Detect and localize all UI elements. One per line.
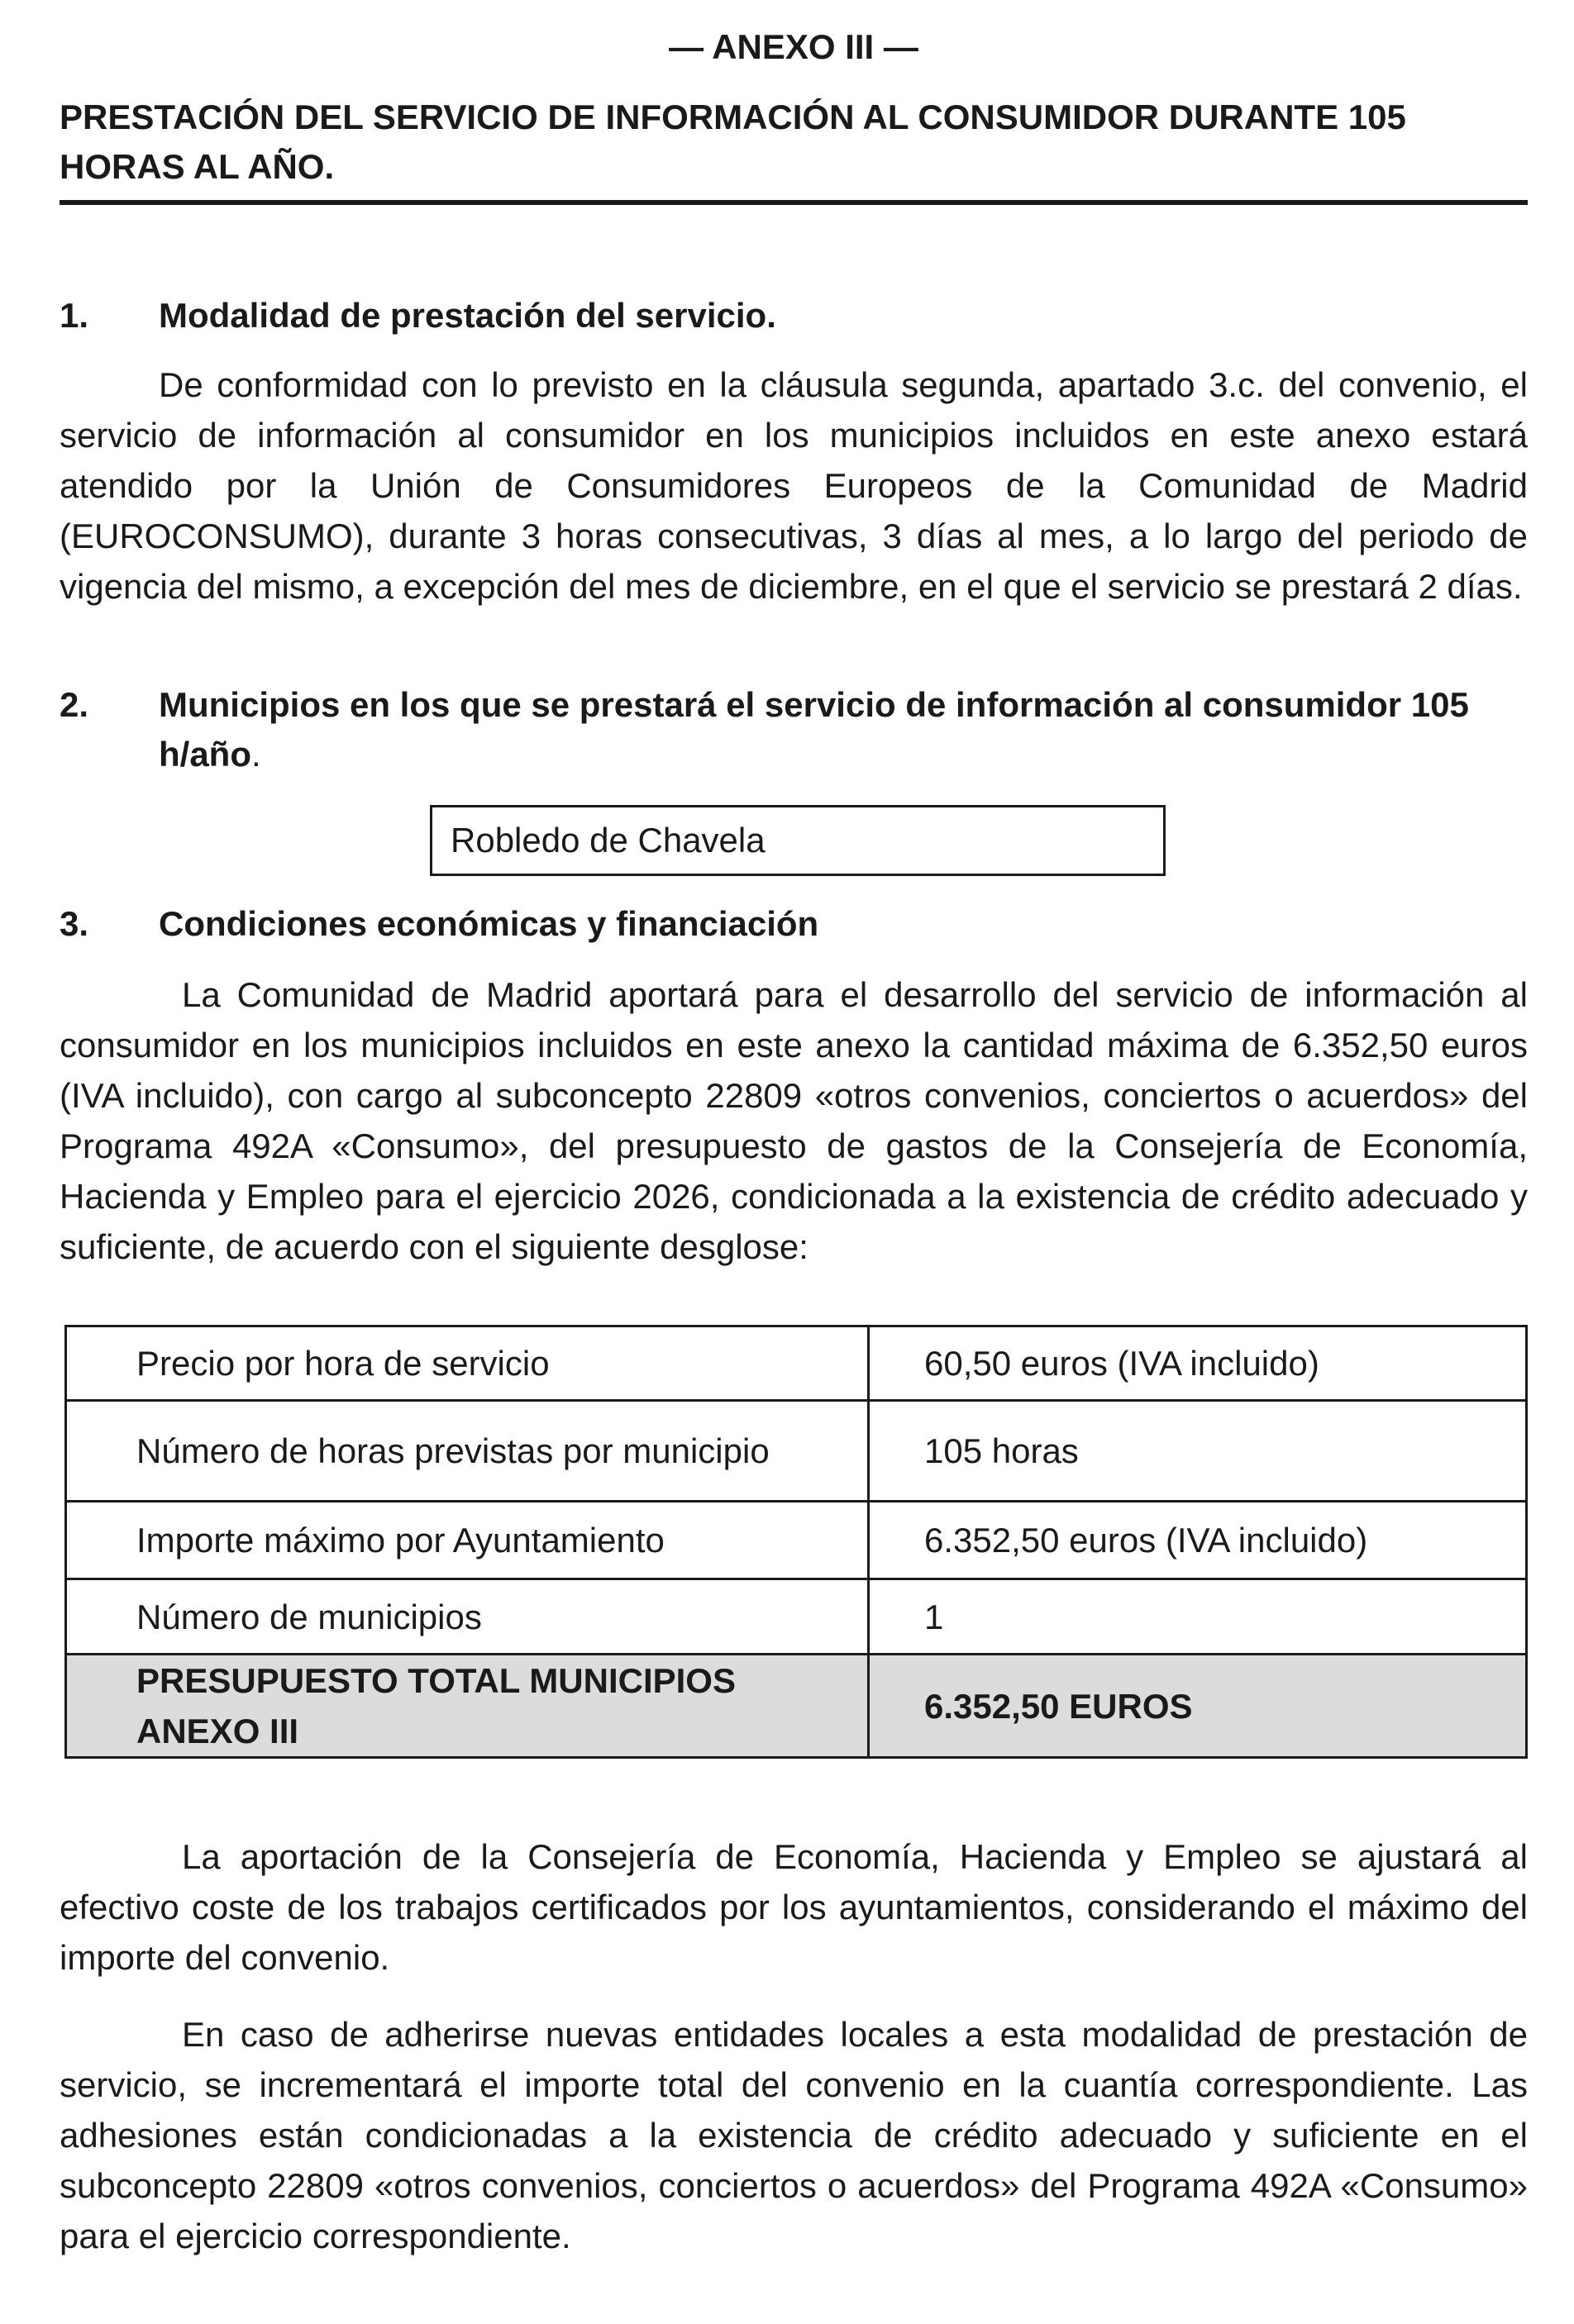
table-cell-label: Importe máximo por Ayuntamiento [66,1502,869,1579]
section-2-title-end: . [251,735,261,774]
municipality-box: Robledo de Chavela [430,805,1166,876]
table-cell-label: Número de horas previstas por municipio [66,1401,869,1502]
table-total-row [66,1655,1527,1758]
table-total-value: 6.352,50 EUROS [869,1655,1527,1758]
table-row [66,1326,1527,1401]
section-2-heading [60,680,1528,779]
section-3-paragraph: La Comunidad de Madrid aportará para el desarrollo del servicio de información al consumidor en los municipios incluidos en este anexo la cantidad máxima de 6.352,50 euros (IVA incluido), con cargo al subconcepto 22809 «otros convenios, conciertos o acuerdos» del Programa 492A «Consumo», del presupuesto de gastos de la Consejería de Economía, Hacienda y Empleo para el ejercicio 2026, condicionada a la existencia de crédito adecuado y suficiente, de acuerdo con el siguiente desglose: [60,975,1528,1266]
section-3-heading [60,899,1528,949]
annex-title: — ANEXO III — [669,27,918,66]
section-2-number: 2. [60,685,89,724]
section-1-number: 1. [60,296,89,335]
table-row [66,1502,1527,1579]
document-heading: PRESTACIÓN DEL SERVICIO DE INFORMACIÓN AL CONSUMIDOR DURANTE 105 HORAS AL AÑO. [60,98,1406,186]
table-cell-value: 6.352,50 euros (IVA incluido) [869,1502,1527,1579]
budget-table [64,1325,1528,1759]
closing-paragraph-2: En caso de adherirse nuevas entidades locales a esta modalidad de prestación de servicio, se incrementará el importe total del convenio en la cuantía correspondiente. Las adhesiones están condicionadas a la existencia de crédito adecuado y suficiente en el subconcepto 22809 «otros convenios, conciertos o acuerdos» del Programa 492A «Consumo» para el ejercicio correspondiente. [60,2015,1528,2255]
table-cell-label: Precio por hora de servicio [66,1326,869,1401]
section-3-number: 3. [60,904,89,943]
section-1-paragraph: De conformidad con lo previsto en la cláusula segunda, apartado 3.c. del convenio, el servicio de información al consumidor en los municipios incluidos en este anexo estará atendido por la Unión de Consumidores Europeos de la Comunidad de Madrid (EUROCONSUMO), durante 3 horas consecutivas, 3 días al mes, a lo largo del periodo de vigencia del mismo, a excepción del mes de diciembre, en el que el servicio se prestará 2 días. [60,365,1528,606]
table-cell-value: 105 horas [869,1401,1527,1502]
section-3-title: Condiciones económicas y financiación [159,904,819,943]
section-1-title: Modalidad de prestación del servicio. [159,296,776,335]
section-1-heading [60,291,1528,341]
table-cell-value: 60,50 euros (IVA incluido) [869,1326,1527,1401]
table-cell-value: 1 [869,1579,1527,1655]
table-row [66,1579,1527,1655]
table-cell-label: Número de municipios [66,1579,869,1655]
section-2-title-wrap [159,680,1528,779]
heading-divider [60,200,1528,205]
table-row [66,1401,1527,1502]
closing-paragraph-1: La aportación de la Consejería de Economía, Hacienda y Empleo se ajustará al efectivo coste de los trabajos certificados por los ayuntamientos, considerando el máximo del importe del convenio. [60,1837,1528,1977]
section-2-title: Municipios en los que se prestará el servicio de información al consumidor 105 h/año [159,685,1469,774]
table-total-label: PRESUPUESTO TOTAL MUNICIPIOS ANEXO III [66,1655,869,1758]
